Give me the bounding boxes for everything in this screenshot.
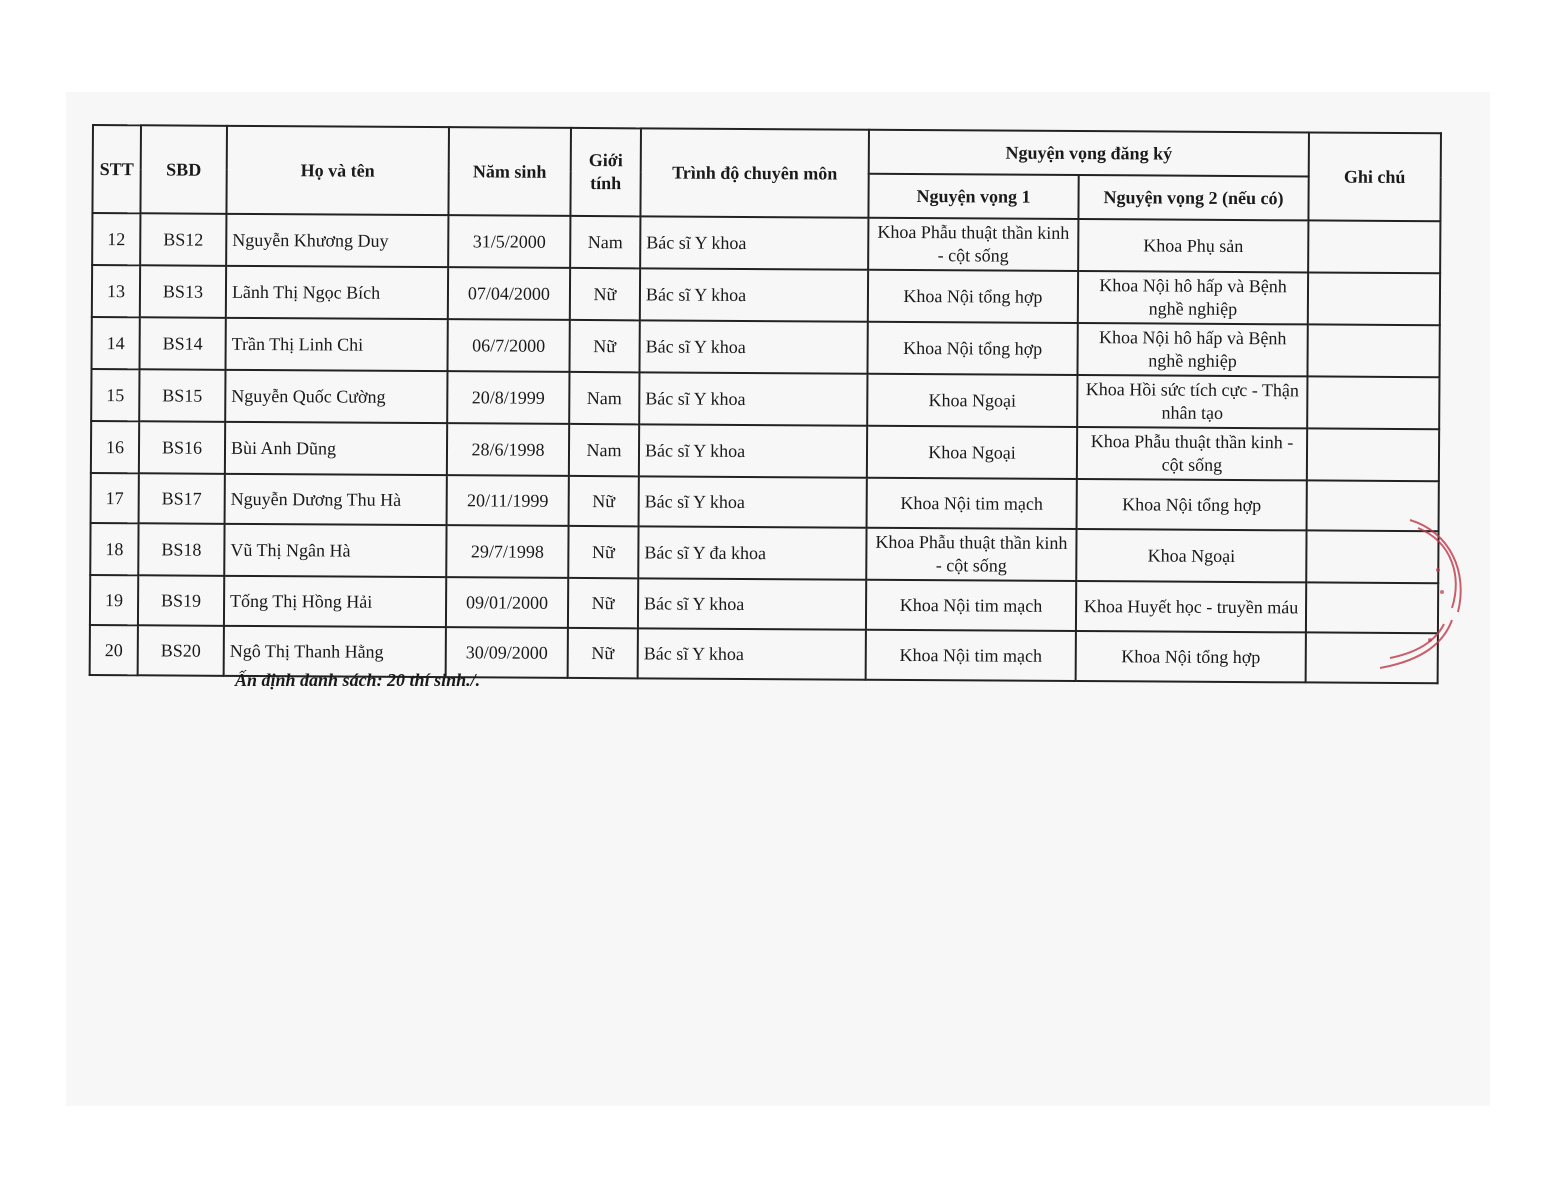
cell-wish2: Khoa Huyết học - truyền máu: [1076, 581, 1306, 632]
cell-birth: 30/09/2000: [446, 627, 568, 678]
cell-sbd: BS14: [140, 317, 226, 370]
header-note: Ghi chú: [1308, 132, 1441, 221]
cell-note: [1307, 428, 1439, 481]
cell-wish2: Khoa Nội tổng hợp: [1077, 479, 1307, 530]
header-wish1: Nguyện vọng 1: [868, 174, 1078, 219]
cell-name: Bùi Anh Dũng: [225, 422, 447, 475]
cell-gender: Nữ: [569, 320, 639, 372]
cell-wish1: Khoa Nội tổng hợp: [868, 270, 1078, 323]
cell-qualification: Bác sĩ Y khoa: [638, 578, 866, 629]
cell-name: Vũ Thị Ngân Hà: [224, 524, 446, 577]
cell-stt: 18: [90, 523, 138, 575]
cell-wish2: Khoa Phẫu thuật thần kinh - cột sống: [1077, 427, 1307, 480]
cell-gender: Nam: [570, 216, 640, 268]
candidate-table: [89, 124, 1442, 684]
cell-gender: Nữ: [568, 526, 638, 578]
header-sbd: SBD: [140, 125, 227, 214]
cell-wish1: Khoa Nội tim mạch: [867, 478, 1077, 529]
cell-qualification: Bác sĩ Y khoa: [640, 216, 868, 269]
cell-name: Nguyễn Khương Duy: [226, 214, 448, 267]
cell-stt: 20: [90, 625, 138, 675]
cell-sbd: BS13: [140, 265, 226, 318]
cell-gender: Nam: [569, 424, 639, 476]
cell-birth: 07/04/2000: [448, 267, 570, 320]
cell-wish1: Khoa Phẫu thuật thần kinh - cột sống: [868, 218, 1078, 271]
cell-stt: 12: [92, 213, 140, 265]
cell-qualification: Bác sĩ Y khoa: [639, 476, 867, 527]
cell-birth: 20/11/1999: [447, 475, 569, 526]
table-row: [91, 369, 1439, 429]
table-row: [90, 575, 1438, 633]
cell-note: [1307, 376, 1439, 429]
cell-note: [1307, 324, 1439, 377]
cell-gender: Nữ: [568, 628, 638, 678]
footer-note: Ấn định danh sách: 20 thí sinh./.: [235, 670, 481, 690]
cell-birth: 28/6/1998: [447, 423, 569, 476]
header-gender: Giới tính: [570, 128, 641, 216]
cell-stt: 19: [90, 575, 138, 625]
cell-birth: 09/01/2000: [446, 577, 568, 628]
header-wish2: Nguyện vọng 2 (nếu có): [1078, 175, 1308, 220]
table-row: [92, 265, 1440, 325]
cell-wish2: Khoa Hồi sức tích cực - Thận nhân tạo: [1077, 375, 1307, 428]
cell-sbd: BS18: [138, 523, 224, 576]
cell-wish2: Khoa Nội hô hấp và Bệnh nghề nghiệp: [1078, 271, 1308, 324]
cell-qualification: Bác sĩ Y khoa: [639, 320, 867, 373]
cell-sbd: BS15: [139, 369, 225, 422]
cell-sbd: BS20: [138, 625, 224, 676]
cell-wish1: Khoa Nội tim mạch: [866, 630, 1076, 681]
cell-note: [1308, 272, 1440, 325]
cell-wish1: Khoa Phẫu thuật thần kinh - cột sống: [866, 528, 1076, 581]
cell-wish2: Khoa Ngoại: [1076, 529, 1306, 582]
cell-wish2: Khoa Nội tổng hợp: [1076, 631, 1306, 682]
cell-wish2: Khoa Nội hô hấp và Bệnh nghề nghiệp: [1077, 323, 1307, 376]
header-name: Họ và tên: [226, 126, 449, 215]
cell-name: Tống Thị Hồng Hải: [224, 576, 446, 627]
cell-sbd: BS12: [140, 213, 226, 266]
table-row: [91, 421, 1439, 481]
cell-wish1: Khoa Nội tổng hợp: [867, 322, 1077, 375]
cell-gender: Nữ: [569, 476, 639, 526]
cell-gender: Nam: [569, 372, 639, 424]
cell-qualification: Bác sĩ Y đa khoa: [638, 526, 866, 579]
header-row: [93, 125, 1441, 177]
cell-wish2: Khoa Phụ sản: [1078, 219, 1308, 272]
cell-sbd: BS16: [139, 421, 225, 474]
cell-qualification: Bác sĩ Y khoa: [640, 268, 868, 321]
cell-wish1: Khoa Ngoại: [867, 374, 1077, 427]
table-row: [90, 523, 1438, 583]
header-birth: Năm sinh: [448, 127, 571, 216]
red-seal-stamp: [1340, 512, 1470, 672]
cell-wish1: Khoa Ngoại: [867, 426, 1077, 479]
cell-gender: Nữ: [570, 268, 640, 320]
cell-birth: 31/5/2000: [448, 215, 570, 268]
cell-name: Trần Thị Linh Chi: [226, 318, 448, 371]
table-row: [91, 473, 1439, 531]
cell-name: Nguyễn Quốc Cường: [225, 370, 447, 423]
cell-stt: 16: [91, 421, 139, 473]
cell-qualification: Bác sĩ Y khoa: [638, 628, 866, 679]
table-row: [92, 317, 1440, 377]
cell-qualification: Bác sĩ Y khoa: [639, 372, 867, 425]
cell-wish1: Khoa Nội tim mạch: [866, 580, 1076, 631]
header-wishes-group: Nguyện vọng đăng ký: [869, 130, 1309, 177]
cell-birth: 06/7/2000: [447, 319, 569, 372]
cell-name: Nguyễn Dương Thu Hà: [225, 474, 447, 525]
header-stt: STT: [92, 125, 141, 213]
cell-stt: 15: [91, 369, 139, 421]
cell-name: Lãnh Thị Ngọc Bích: [226, 266, 448, 319]
cell-stt: 17: [91, 473, 139, 523]
table-row: [92, 213, 1440, 273]
cell-gender: Nữ: [568, 578, 638, 628]
cell-stt: 14: [92, 317, 140, 369]
cell-birth: 29/7/1998: [446, 525, 568, 578]
cell-note: [1308, 220, 1440, 273]
cell-qualification: Bác sĩ Y khoa: [639, 424, 867, 477]
cell-sbd: BS17: [139, 473, 225, 524]
cell-sbd: BS19: [138, 575, 224, 626]
cell-stt: 13: [92, 265, 140, 317]
cell-name: Ngô Thị Thanh Hằng: [224, 626, 446, 677]
header-qualification: Trình độ chuyên môn: [640, 128, 869, 217]
cell-birth: 20/8/1999: [447, 371, 569, 424]
